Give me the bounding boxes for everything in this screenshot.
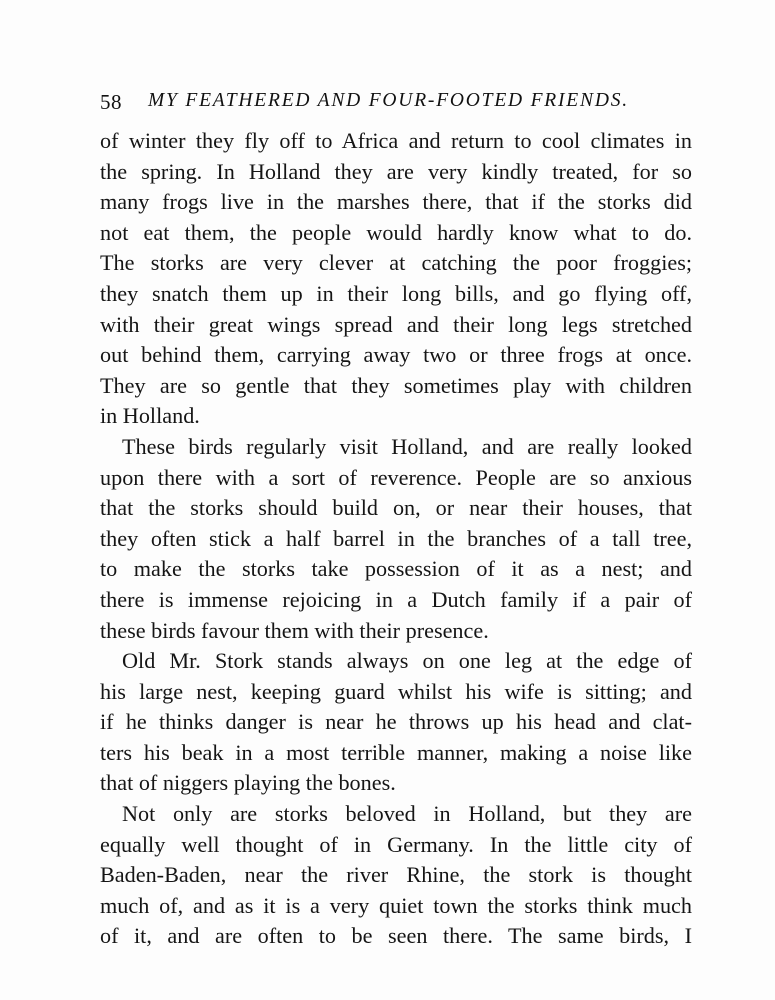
text-line: Baden-Baden, near the river Rhine, the stork is thought xyxy=(100,862,692,888)
page-header xyxy=(100,88,700,118)
text-line: many frogs live in the marshes there, that if the storks did xyxy=(100,189,692,215)
text-line: there is immense rejoicing in a Dutch family if a pair of xyxy=(100,586,692,612)
page-number: 58 xyxy=(100,90,122,114)
text-line: they snatch them up in their long bills, and go flying off, xyxy=(100,280,692,306)
running-title: MY FEATHERED AND FOUR-FOOTED FRIENDS. xyxy=(148,90,629,111)
text-line: if he thinks danger is near he throws up his head and clat- xyxy=(100,709,692,735)
text-line: These birds regularly visit Holland, and are really looked xyxy=(122,433,692,459)
paragraph-2 xyxy=(100,432,692,646)
text-line: They are so gentle that they sometimes play with children xyxy=(100,372,692,398)
text-line: they often stick a half barrel in the branches of a tall tree, xyxy=(100,525,692,551)
body-text xyxy=(100,126,692,952)
text-line: out behind them, carrying away two or three frogs at once. xyxy=(100,342,692,368)
text-line: the spring. In Holland they are very kindly treated, for so xyxy=(100,158,692,184)
text-line: not eat them, the people would hardly know what to do. xyxy=(100,219,692,245)
text-line: of it, and are often to be seen there. The same birds, I xyxy=(100,923,692,949)
text-line: these birds favour them with their presence. xyxy=(100,617,489,643)
paragraph-3 xyxy=(100,646,692,799)
text-line: that the storks should build on, or near their houses, that xyxy=(100,495,692,521)
text-line: upon there with a sort of reverence. People are so anxious xyxy=(100,464,692,490)
text-line: Old Mr. Stork stands always on one leg at the edge of xyxy=(122,648,692,674)
text-line: to make the storks take possession of it as a nest; and xyxy=(100,556,692,582)
text-line: with their great wings spread and their long legs stretched xyxy=(100,311,692,337)
paragraph-1 xyxy=(100,126,692,432)
paragraph-4 xyxy=(100,799,692,952)
text-line: much of, and as it is a very quiet town the storks think much xyxy=(100,892,692,918)
text-line: The storks are very clever at catching the poor froggies; xyxy=(100,250,692,276)
text-line: Not only are storks beloved in Holland, but they are xyxy=(122,801,692,827)
text-line: of winter they fly off to Africa and return to cool climates in xyxy=(100,128,692,153)
text-line: ters his beak in a most terrible manner, making a noise like xyxy=(100,739,692,765)
text-line: in Holland. xyxy=(100,403,200,429)
text-line: that of niggers playing the bones. xyxy=(100,770,396,796)
text-line: equally well thought of in Germany. In the little city of xyxy=(100,831,692,857)
text-line: his large nest, keeping guard whilst his wife is sitting; and xyxy=(100,678,692,704)
